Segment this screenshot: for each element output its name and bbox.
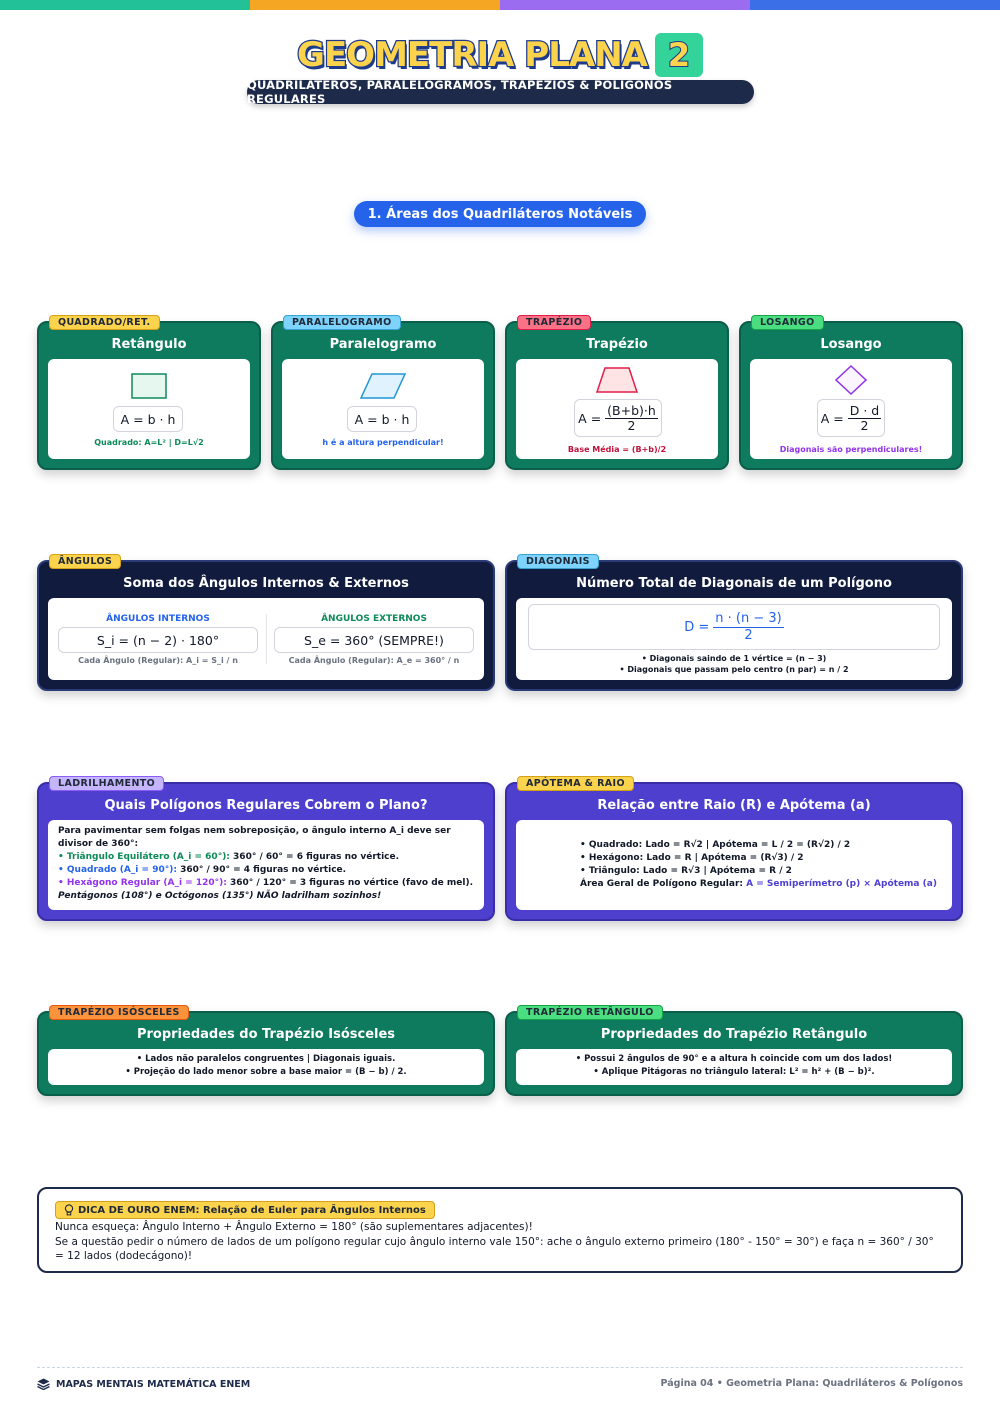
card-tag: QUADRADO/RET. [49,315,160,330]
card-tag: ÂNGULOS [49,554,121,569]
external-angles-label: ÂNGULOS EXTERNOS [321,614,427,624]
tip-body [55,1220,935,1264]
area-formula: A = b · h [354,411,410,427]
layers-icon [37,1378,50,1390]
formula-box [113,406,183,432]
fraction-numerator: (B+b)·h [607,402,656,418]
tip-line: Se a questão pedir o número de lados de um polígono regular cujo ângulo interno vale 150°: ache o ângulo externo primeiro (180° - 150° = 30°) e faça n = 360° / 30° = 12 lados (dodecágono)! [55,1235,934,1262]
external-angles-formula: S_e = 360° (SEMPRE!) [274,627,474,653]
page-header [0,33,1000,77]
card-title: Soma dos Ângulos Internos & Externos [123,576,409,591]
diagonals-bullet: • Diagonais que passam pelo centro (n par) = n / 2 [619,665,849,674]
column-divider [266,614,267,664]
tiling-item [58,851,473,864]
tiling-item-label: • Triângulo Equilátero (A_i = 60°): [58,852,230,862]
tip-label-text: DICA DE OURO ENEM: Relação de Euler para Ângulos Internos [78,1204,426,1216]
card-inner [516,359,718,459]
area-card-rectangle [37,317,261,470]
top-bar-segment [0,0,250,10]
property-line: • Projeção do lado menor sobre a base maior = (B − b) / 2. [125,1067,407,1077]
area-card-parallelogram [271,317,495,470]
card-inner [516,598,952,680]
card-title: Trapézio [586,337,648,352]
title-badge: 2 [655,33,703,77]
area-formula: A = b · h [120,411,176,427]
card-tag: LOSANGO [751,315,824,330]
tiling-text [58,825,473,903]
angles-card [37,556,495,691]
tip-line: Nunca esqueça: Ângulo Interno + Ângulo Externo = 180° (são suplementares adjacentes)! [55,1221,533,1233]
apothem-area-formula: A = Semiperímetro (p) × Apótema (a) [746,879,937,889]
tiling-item-label: • Hexágono Regular (A_i = 120°): [58,878,227,888]
formula-prefix: A = [578,410,602,426]
card-title: Losango [820,337,882,352]
fraction-numerator: n · (n − 3) [715,610,782,626]
apothem-line: • Hexágono: Lado = R | Apótema = (R√3) / 2 [580,853,804,863]
tiling-item [58,864,473,877]
card-title: Número Total de Diagonais de um Polígono [576,576,892,591]
card-inner [48,598,484,680]
card-title: Retângulo [111,337,187,352]
fraction-denominator: 2 [860,417,869,433]
formula-box [817,399,885,437]
card-tag: TRAPÉZIO RETÂNGULO [517,1005,663,1020]
footer-page-info: Página 04 • Geometria Plana: Quadriláteros & Polígonos [660,1378,963,1389]
tiling-item-label: • Quadrado (A_i = 90°): [58,865,177,875]
footer-brand [37,1378,250,1390]
top-bar-segment [500,0,750,10]
area-card-trapezoid [505,317,729,470]
card-inner [48,359,250,459]
apothem-area-label: Área Geral de Polígono Regular: [580,879,743,889]
apothem-card [505,778,963,921]
tiling-card [37,778,495,921]
card-inner [516,820,952,910]
top-color-bar [0,0,1000,10]
card-title: Propriedades do Trapézio Isósceles [136,1027,396,1042]
right-trapezoid-card [505,1007,963,1096]
card-title: Propriedades do Trapézio Retângulo [600,1027,868,1042]
rhombus-icon [835,365,867,395]
internal-angles-formula: S_i = (n − 2) · 180° [58,627,258,653]
formula-box [574,399,662,437]
diagonals-formula-box [528,604,940,650]
isosceles-trapezoid-card [37,1007,495,1096]
card-note: Quadrado: A=L² | D=L√2 [94,438,204,447]
card-tag: TRAPÉZIO [517,315,591,330]
trapezoid-icon [596,367,638,393]
property-line: • Aplique Pitágoras no triângulo lateral: L² = h² + (B − b)². [593,1067,875,1077]
footer-divider [37,1367,963,1368]
tiling-closing: Pentágonos (108°) e Octógonos (135°) NÃO ladrilham sozinhos! [58,891,382,901]
fraction-denominator: 2 [744,627,753,643]
fraction [605,404,658,433]
card-inner [516,1049,952,1085]
diagonals-card [505,556,963,691]
card-inner [750,359,952,459]
fraction-denominator: 2 [627,417,636,433]
formula-prefix: A = [820,410,844,426]
formula-box [347,406,417,432]
apothem-text [580,839,940,891]
internal-angles-label: ÂNGULOS INTERNOS [106,614,210,624]
fraction [713,611,783,644]
card-inner [48,1049,484,1085]
tiling-item-text: 360° / 60° = 6 figuras no vértice. [229,852,400,862]
card-title: Paralelogramo [329,337,437,352]
property-line: • Possui 2 ângulos de 90° e a altura h coincide com um dos lados! [575,1054,893,1064]
tiling-intro: Para pavimentar sem folgas nem sobreposição, o ângulo interno A_i deve ser divisor de 360°: [58,826,451,849]
card-title: Relação entre Raio (R) e Apótema (a) [597,798,871,813]
diagonals-bullet: • Diagonais saindo de 1 vértice = (n − 3) [641,654,827,663]
enem-tip-box [37,1187,963,1273]
tiling-item-text: 360° / 120° = 3 figuras no vértice (favo de mel). [226,878,473,888]
card-tag: APÓTEMA & RAIO [517,776,634,791]
section-heading: 1. Áreas dos Quadriláteros Notáveis [354,201,646,227]
area-card-rhombus [739,317,963,470]
apothem-area [580,878,940,891]
parallelogram-icon [360,373,406,399]
property-line: • Lados não paralelos congruentes | Diagonais iguais. [136,1054,396,1064]
apothem-line: • Triângulo: Lado = R√3 | Apótema = R / 2 [580,866,792,876]
card-inner [48,820,484,910]
card-tag: DIAGONAIS [517,554,599,569]
card-title: Quais Polígonos Regulares Cobrem o Plano? [104,798,428,813]
internal-angles-note: Cada Ângulo (Regular): A_i = S_i / n [78,656,238,665]
page-subtitle: QUADRILÁTEROS, PARALELOGRAMOS, TRAPÉZIOS & POLÍGONOS REGULARES [247,80,754,104]
tip-label [55,1201,435,1219]
card-tag: LADRILHAMENTO [49,776,164,791]
top-bar-segment [750,0,1000,10]
tiling-item [58,877,473,890]
rectangle-icon [131,373,167,399]
fraction [848,404,881,433]
card-note: Base Média = (B+b)/2 [567,445,667,454]
card-inner [282,359,484,459]
tiling-item-text: 360° / 90° = 4 figuras no vértice. [176,865,347,875]
top-bar-segment [250,0,500,10]
formula-prefix: D = [684,619,710,635]
footer-brand-text: MAPAS MENTAIS MATEMÁTICA ENEM [56,1378,251,1390]
card-tag: TRAPÉZIO ISÓSCELES [49,1005,189,1020]
lightbulb-icon [64,1204,74,1216]
page-title: GEOMETRIA PLANA [297,35,647,75]
fraction-numerator: D · d [849,402,880,418]
card-note: Diagonais são perpendiculares! [779,445,923,454]
apothem-line: • Quadrado: Lado = R√2 | Apótema = L / 2 = (R√2) / 2 [580,840,851,850]
external-angles-note: Cada Ângulo (Regular): A_e = 360° / n [288,656,460,665]
card-note: h é a altura perpendicular! [322,438,444,447]
card-tag: PARALELOGRAMO [283,315,401,330]
